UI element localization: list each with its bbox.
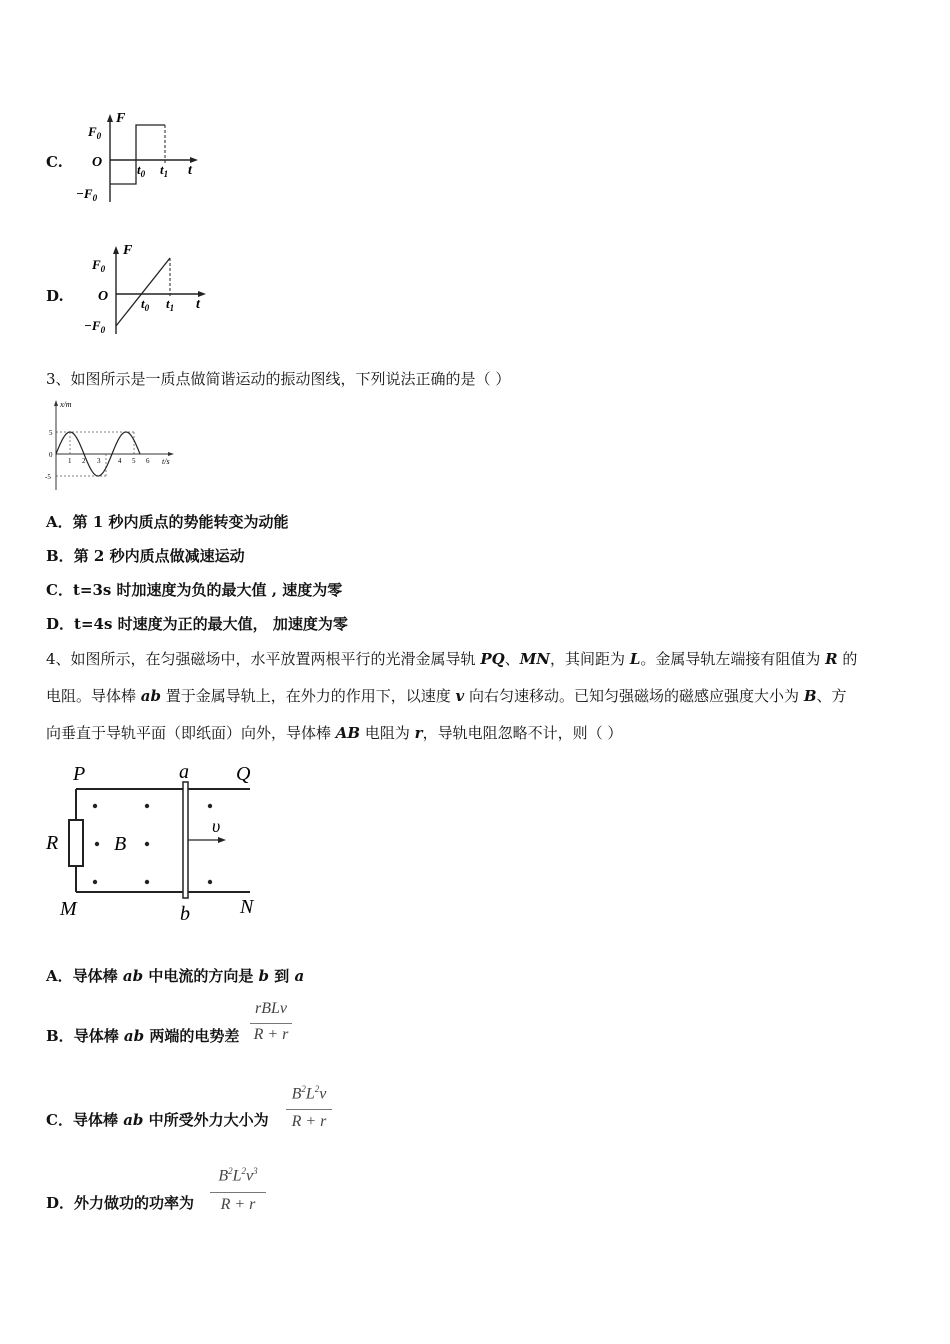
option-c-label: C. [46,153,63,171]
conductor-rod-ab [183,782,188,898]
vibration-graph [42,398,182,494]
graph-option-c [74,108,204,208]
label-q: Q [236,763,251,785]
origin-label: O [92,155,103,170]
q4-stem-line3: 向垂直于导轨平面（即纸面）向外，导体棒 AB 电阻为 r，导轨电阻忽略不计，则（ ） [46,724,623,742]
field-dot [208,880,212,884]
label-v: υ [212,816,221,836]
label-n: N [240,896,254,918]
force-line [116,258,170,326]
q4-option-b: B．导体棒 ab 两端的电势差 [46,1027,240,1045]
frac-c-numerator: $B^2L^2v$ [291,1084,327,1103]
t0-label: $t_0$ [137,162,146,179]
circuit-diagram [40,758,280,928]
x-tick-6: 6 [146,457,150,465]
y-tick-neg5: -5 [45,473,51,481]
axis-t-label: t [188,163,192,178]
y-axis-label: x/m [60,400,72,409]
velocity-arrow-head [218,837,226,843]
q4-option-a: A．导体棒 ab 中电流的方向是 b 到 a [46,967,305,985]
neg-f0-label: $-F_0$ [76,186,98,203]
frac-c-denominator: R + r [291,1113,327,1130]
t0-label: $t_0$ [141,296,150,313]
t-axis-arrow [168,452,174,456]
x-axis-label: t/s [162,457,170,466]
x-tick-5: 5 [132,457,136,465]
f0-label: $F_0$ [92,257,106,274]
label-p: P [73,763,86,785]
frac-d-bar [210,1192,266,1193]
field-dot [145,842,149,846]
y-tick-5: 5 [49,429,53,437]
frac-d-denominator: R + r [220,1196,256,1213]
f-axis-arrow [113,246,119,254]
q4-option-c: C．导体棒 ab 中所受外力大小为 [46,1111,269,1129]
label-a: a [179,761,189,783]
t1-label: $t_1$ [166,296,175,313]
neg-f0-label: $-F_0$ [84,318,106,335]
field-dot [93,804,97,808]
axis-f-label: F [123,243,133,258]
frac-d-numerator: $B^2L^2v^3$ [218,1166,258,1185]
y-tick-0: 0 [49,451,53,459]
x-tick-2: 2 [82,457,86,465]
graph-option-d [78,240,212,340]
option-d-label: D. [46,287,64,305]
x-tick-1: 1 [68,457,72,465]
t1-label: $t_1$ [160,162,169,179]
label-b-field: B [114,833,127,855]
resistor-r [69,820,83,866]
x-axis-arrow [54,400,58,406]
q3-option-b: B．第 2 秒内质点做减速运动 [46,547,245,565]
field-dot [208,804,212,808]
f-axis-arrow [107,114,113,122]
x-tick-4: 4 [118,457,122,465]
q3-option-c: C．t=3s 时加速度为负的最大值 , 速度为零 [46,581,343,599]
field-dot [95,842,99,846]
frac-c-bar [286,1109,332,1110]
frac-b-bar [250,1023,292,1024]
origin-label: O [98,289,109,304]
field-dot [145,804,149,808]
q4-stem-line1: 4、如图所示，在匀强磁场中，水平放置两根平行的光滑金属导轨 PQ、MN，其间距为 L。金属导轨左端接有阻值为 R 的 [46,650,858,668]
x-tick-3: 3 [97,457,101,465]
axis-f-label: F [116,111,126,126]
frac-b-denominator: R + r [253,1026,289,1043]
f0-label: $F_0$ [88,124,102,141]
frac-b-numerator: rBLv [255,1000,287,1017]
label-r: R [46,832,59,854]
field-dot [93,880,97,884]
axis-t-label: t [196,297,200,312]
q4-stem-line2: 电阻。导体棒 ab 置于金属导轨上，在外力的作用下，以速度 v 向右匀速移动。已知匀强磁场的磁感应强度大小为 B、方 [46,687,847,705]
q4-option-d: D．外力做功的功率为 [46,1194,195,1212]
label-b: b [180,903,190,925]
q3-option-a: A．第 1 秒内质点的势能转变为动能 [46,513,289,531]
label-m: M [60,898,77,920]
q3-stem: 3、如图所示是一质点做简谐运动的振动图线，下列说法正确的是（ ） [46,370,511,388]
field-dot [145,880,149,884]
q3-option-d: D．t=4s 时速度为正的最大值， 加速度为零 [46,615,348,633]
